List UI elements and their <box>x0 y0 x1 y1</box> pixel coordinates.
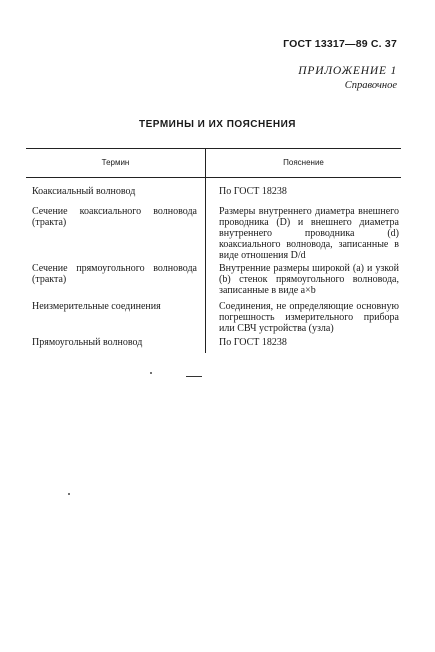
term-cell: Сечение прямоугольного волновода (тракта) <box>32 263 197 285</box>
terms-table <box>26 148 401 358</box>
explanation-cell: Размеры внутреннего диаметра внешнего проводника (D) и внешнего диаметра внутреннего проводника (d) коаксиального волновода, записанные в виде отношения D/d <box>219 206 399 261</box>
term-cell: Неизмерительные соединения <box>32 301 161 312</box>
end-of-text-dash <box>186 376 202 377</box>
term-cell: Прямоугольный волновод <box>32 337 143 348</box>
explanation-cell: Внутренние размеры широкой (a) и узкой (b) стенок прямоугольного волновода, записанные в виде a×b <box>219 263 399 296</box>
scan-speck <box>68 493 70 495</box>
column-header-term: Термин <box>101 158 130 167</box>
scan-speck <box>150 372 152 374</box>
column-header-explanation: Пояснение <box>283 158 324 167</box>
table-column-divider <box>205 148 206 353</box>
appendix-subtitle: Справочное <box>344 80 397 91</box>
term-cell: Сечение коаксиального волновода (тракта) <box>32 206 197 228</box>
appendix-title: ПРИЛОЖЕНИЕ 1 <box>298 65 397 77</box>
term-cell: Коаксиальный волновод <box>32 186 136 197</box>
explanation-cell: По ГОСТ 18238 <box>219 186 287 197</box>
section-title: ТЕРМИНЫ И ИХ ПОЯСНЕНИЯ <box>139 119 296 130</box>
table-top-rule <box>26 148 401 149</box>
table-header-rule <box>26 177 401 178</box>
explanation-cell: Соединения, не определяющие основную погрешность измерительного прибора или СВЧ устройства (узла) <box>219 301 399 334</box>
page-reference: ГОСТ 13317—89 С. 37 <box>283 38 397 50</box>
explanation-cell: По ГОСТ 18238 <box>219 337 287 348</box>
